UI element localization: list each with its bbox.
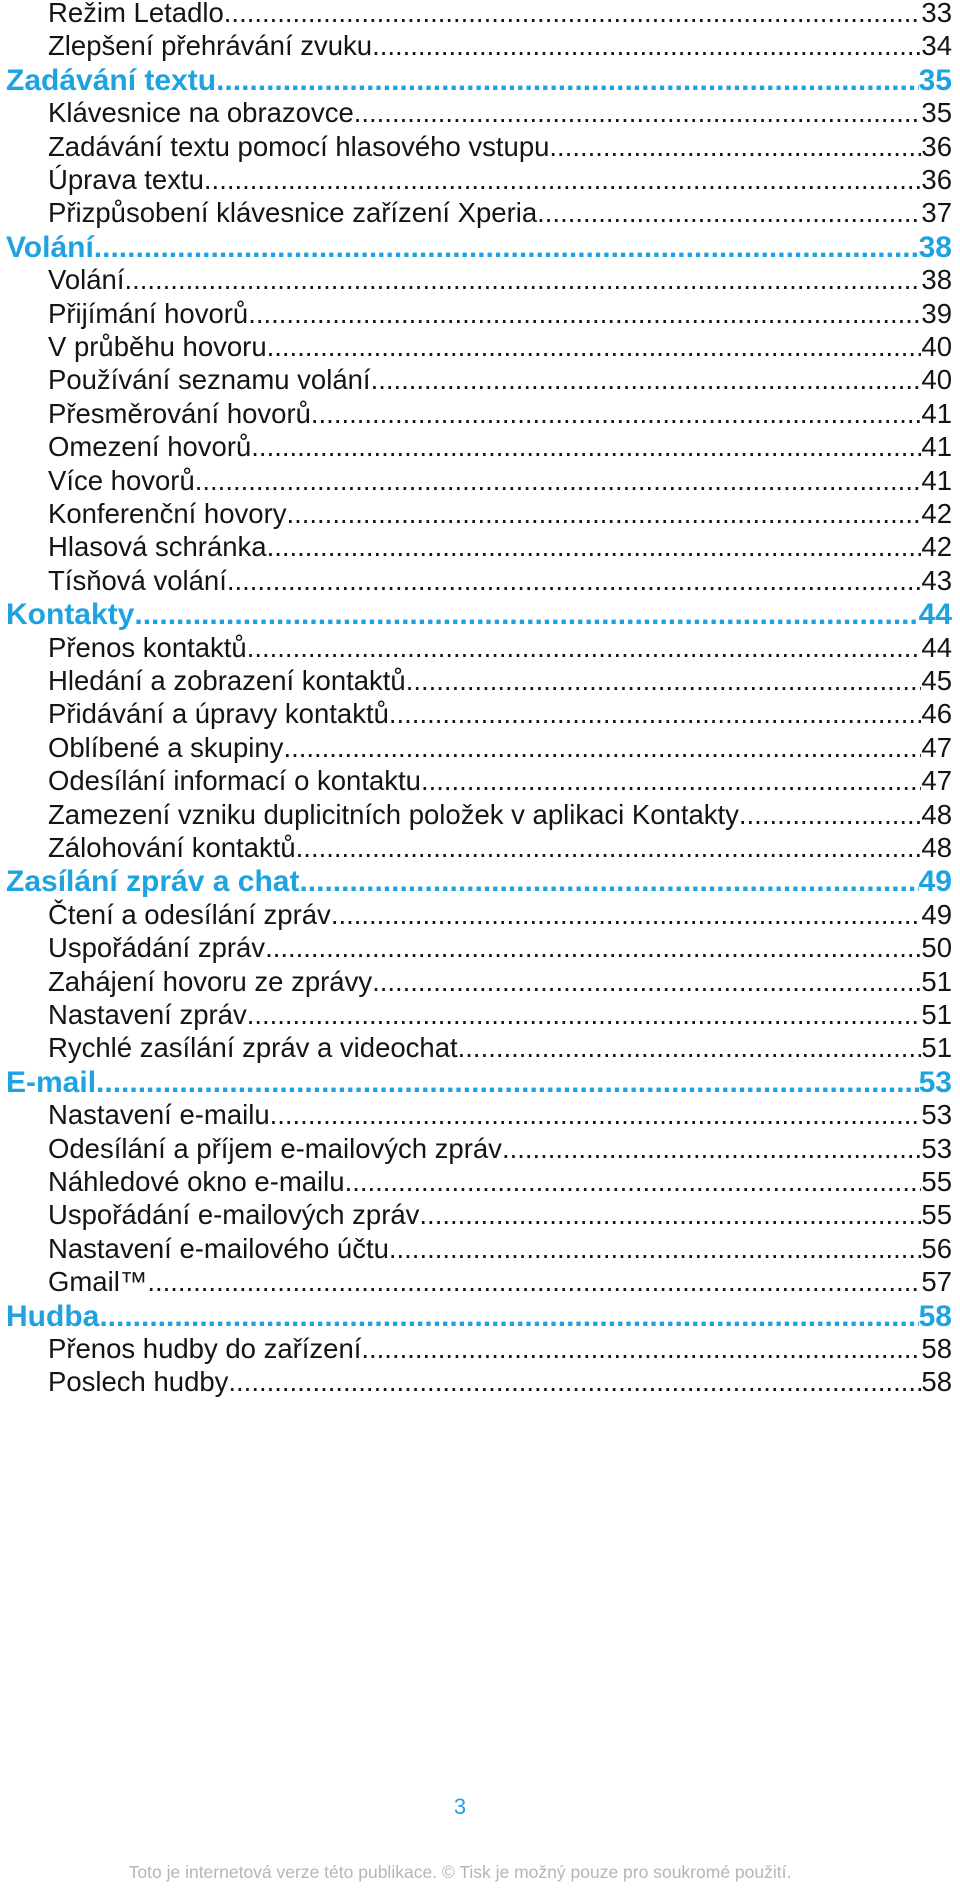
toc-entry-page: 40 <box>921 364 952 396</box>
toc-section-entry[interactable] <box>48 97 952 129</box>
dot-leader <box>458 1032 922 1064</box>
dot-leader <box>247 632 922 664</box>
toc-entry-title: Konferenční hovory <box>48 498 287 529</box>
toc-chapter-entry[interactable] <box>6 231 952 265</box>
dot-leader <box>549 131 921 163</box>
toc-entry-page: 44 <box>918 598 952 632</box>
toc-entry-title: Kontakty <box>6 598 135 632</box>
toc-entry-page: 39 <box>921 297 952 329</box>
dot-leader <box>270 1099 922 1131</box>
toc-entry-page: 41 <box>921 397 952 429</box>
toc-entry-page: 51 <box>921 999 952 1030</box>
toc-entry-title: Přizpůsobení klávesnice zařízení Xperia <box>48 197 538 229</box>
dot-leader <box>299 865 918 899</box>
toc-section-entry[interactable] <box>48 932 952 964</box>
toc-entry-page: 41 <box>921 431 952 463</box>
toc-section-entry[interactable] <box>48 999 952 1031</box>
toc-section-entry[interactable] <box>48 1166 952 1198</box>
toc-section-entry[interactable] <box>48 899 952 931</box>
toc-entry-page: 35 <box>918 63 952 97</box>
toc-entry-title: Gmail™ <box>48 1266 148 1298</box>
toc-section-entry[interactable] <box>48 832 952 864</box>
toc-entry-title: Klávesnice na obrazovce <box>48 97 354 129</box>
toc-entry-page: 38 <box>918 230 952 264</box>
toc-entry-page: 47 <box>921 765 952 797</box>
toc-entry-page: 40 <box>921 331 952 362</box>
toc-section-entry[interactable] <box>48 665 952 697</box>
toc-entry-title: Zasílání zpráv a chat <box>6 865 300 899</box>
toc-entry-page: 49 <box>921 898 952 930</box>
toc-section-entry[interactable] <box>48 1333 952 1365</box>
toc-entry-title: Více hovorů <box>48 464 195 496</box>
dot-leader <box>228 1366 921 1398</box>
dot-leader <box>195 465 922 497</box>
toc-entry-title: Omezení hovorů <box>48 431 252 463</box>
toc-entry-title: Volání <box>6 230 94 264</box>
toc-entry-title: Zlepšení přehrávání zvuku <box>48 30 373 62</box>
toc-section-entry[interactable] <box>48 465 952 497</box>
toc-entry-title: Čtení a odesílání zpráv <box>48 898 331 930</box>
dot-leader <box>361 1333 921 1365</box>
toc-section-entry[interactable] <box>48 732 952 764</box>
toc-entry-title: Rychlé zasílání zpráv a videochat <box>48 1032 458 1064</box>
toc-section-entry[interactable] <box>48 1199 952 1231</box>
toc-section-entry[interactable] <box>48 30 952 62</box>
toc-entry-title: Zadávání textu <box>6 63 217 97</box>
toc-entry-page: 42 <box>921 498 952 529</box>
toc-entry-page: 58 <box>921 1333 952 1364</box>
toc-section-entry[interactable] <box>48 1266 952 1298</box>
toc-section-entry[interactable] <box>48 398 952 430</box>
dot-leader <box>389 698 922 730</box>
toc-section-entry[interactable] <box>48 1366 952 1398</box>
page-number: 3 <box>453 1794 467 1819</box>
dot-leader <box>537 197 921 229</box>
dot-leader <box>134 598 918 632</box>
toc-entry-page: 34 <box>921 30 952 62</box>
dot-leader <box>419 1199 921 1231</box>
dot-leader <box>224 0 922 29</box>
toc-section-entry[interactable] <box>48 0 952 29</box>
toc-entry-page: 43 <box>921 564 952 596</box>
dot-leader <box>311 398 922 430</box>
toc-entry-page: 51 <box>921 1032 952 1064</box>
dot-leader <box>296 832 922 864</box>
toc-entry-title: Nastavení e-mailu <box>48 1099 270 1131</box>
toc-entry-title: Režim Letadlo <box>48 0 224 28</box>
toc-entry-title: Hlasová schránka <box>48 531 267 563</box>
dot-leader <box>502 1133 921 1165</box>
toc-section-entry[interactable] <box>48 1233 952 1265</box>
toc-entry-page: 53 <box>918 1065 952 1099</box>
dot-leader <box>267 531 922 563</box>
dot-leader <box>248 298 921 330</box>
toc-entry-title: E-mail <box>6 1065 97 1099</box>
toc-entry-page: 44 <box>921 631 952 663</box>
toc-entry-page: 36 <box>921 164 952 195</box>
dot-leader <box>372 966 921 998</box>
dot-leader <box>389 1233 922 1265</box>
toc-entry-title: Přesměrování hovorů <box>48 397 311 429</box>
toc-entry-page: 35 <box>921 97 952 129</box>
toc-entry-title: Uspořádání e-mailových zpráv <box>48 1199 420 1231</box>
dot-leader <box>99 1300 918 1334</box>
toc-section-entry[interactable] <box>48 1032 952 1064</box>
toc-entry-page: 55 <box>921 1166 952 1197</box>
toc-section-entry[interactable] <box>48 331 952 363</box>
toc-chapter-entry[interactable] <box>6 598 952 632</box>
toc-entry-title: Hudba <box>6 1299 100 1333</box>
toc-section-entry[interactable] <box>48 431 952 463</box>
toc-entry-page: 55 <box>921 1199 952 1231</box>
toc-entry-title: Odesílání informací o kontaktu <box>48 765 421 797</box>
toc-section-entry[interactable] <box>48 298 952 330</box>
toc-section-entry[interactable] <box>48 364 952 396</box>
toc-entry-page: 46 <box>921 698 952 730</box>
toc-chapter-entry[interactable] <box>6 1300 952 1334</box>
toc-section-entry[interactable] <box>48 1133 952 1165</box>
dot-leader <box>147 1266 921 1298</box>
toc-entry-page: 38 <box>921 264 952 296</box>
toc-section-entry[interactable] <box>48 799 952 831</box>
toc-entry-page: 53 <box>921 1132 952 1164</box>
toc-section-entry[interactable] <box>48 765 952 797</box>
toc-entry-page: 58 <box>921 1366 952 1398</box>
dot-leader <box>216 64 919 98</box>
toc-entry-title: Náhledové okno e-mailu <box>48 1166 345 1197</box>
dot-leader <box>283 732 921 764</box>
toc-entry-title: Odesílání a příjem e-mailových zpráv <box>48 1132 502 1164</box>
toc-entry-title: V průběhu hovoru <box>48 331 267 362</box>
toc-section-entry[interactable] <box>48 565 952 597</box>
dot-leader <box>354 97 922 129</box>
toc-section-entry[interactable] <box>48 632 952 664</box>
toc-section-entry[interactable] <box>48 966 952 998</box>
toc-section-entry[interactable] <box>48 264 952 296</box>
toc-chapter-entry[interactable] <box>6 64 952 98</box>
toc-entry-page: 48 <box>921 798 952 830</box>
toc-entry-page: 36 <box>921 130 952 162</box>
toc-entry-title: Volání <box>48 264 125 296</box>
toc-chapter-entry[interactable] <box>6 1066 952 1100</box>
dot-leader <box>371 364 922 396</box>
toc-entry-title: Nastavení e-mailového účtu <box>48 1232 389 1264</box>
dot-leader <box>372 30 921 62</box>
toc-entry-title: Používání seznamu volání <box>48 364 371 396</box>
toc-section-entry[interactable] <box>48 197 952 229</box>
toc-section-entry[interactable] <box>48 1099 952 1131</box>
toc-entry-title: Uspořádání zpráv <box>48 932 266 964</box>
dot-leader <box>251 431 921 463</box>
toc-section-entry[interactable] <box>48 164 952 196</box>
dot-leader <box>265 932 921 964</box>
dot-leader <box>421 765 921 797</box>
dot-leader <box>227 565 922 597</box>
footer-note: Toto je internetová verze této publikace. © Tisk je možný pouze pro soukromé použití. <box>128 1862 792 1882</box>
toc-entry-page: 53 <box>921 1099 952 1131</box>
toc-entry-title: Úprava textu <box>48 164 204 195</box>
dot-leader <box>124 264 921 296</box>
toc-entry-page: 33 <box>921 0 952 28</box>
toc-entry-page: 50 <box>921 932 952 964</box>
dot-leader <box>94 231 919 265</box>
toc-entry-page: 56 <box>921 1232 952 1264</box>
toc-entry-page: 37 <box>921 197 952 229</box>
toc-entry-title: Přenos kontaktů <box>48 631 247 663</box>
toc-chapter-entry[interactable] <box>6 865 952 899</box>
toc-entry-title: Zadávání textu pomocí hlasového vstupu <box>48 130 550 162</box>
toc-entry-page: 57 <box>921 1266 952 1298</box>
toc-entry-title: Zálohování kontaktů <box>48 832 296 863</box>
dot-leader <box>267 331 922 363</box>
dot-leader <box>345 1166 922 1198</box>
toc-entry-title: Poslech hudby <box>48 1366 229 1398</box>
toc-entry-title: Nastavení zpráv <box>48 999 247 1030</box>
toc-entry-page: 58 <box>918 1299 952 1333</box>
toc-entry-page: 49 <box>918 865 952 899</box>
dot-leader <box>204 164 921 196</box>
toc-section-entry[interactable] <box>48 131 952 163</box>
toc-entry-title: Oblíbené a skupiny <box>48 731 284 763</box>
toc-entry-page: 42 <box>921 531 952 563</box>
toc-entry-title: Zamezení vzniku duplicitních položek v aplikaci Kontakty <box>48 798 739 830</box>
dot-leader <box>96 1066 919 1100</box>
toc-entry-title: Přenos hudby do zařízení <box>48 1333 362 1364</box>
toc-entry-title: Přijímání hovorů <box>48 297 249 329</box>
dot-leader <box>406 665 922 697</box>
dot-leader <box>331 899 922 931</box>
toc-entry-page: 48 <box>921 832 952 863</box>
toc-entry-page: 51 <box>921 965 952 997</box>
toc-section-entry[interactable] <box>48 698 952 730</box>
toc-entry-page: 41 <box>921 464 952 496</box>
toc-section-entry[interactable] <box>48 531 952 563</box>
dot-leader <box>286 498 921 530</box>
toc-entry-page: 47 <box>921 731 952 763</box>
toc-section-entry[interactable] <box>48 498 952 530</box>
toc-entry-title: Zahájení hovoru ze zprávy <box>48 965 373 997</box>
dot-leader <box>739 799 922 831</box>
toc-entry-title: Přidávání a úpravy kontaktů <box>48 698 389 730</box>
toc-entry-title: Hledání a zobrazení kontaktů <box>48 665 406 696</box>
dot-leader <box>247 999 922 1031</box>
toc-entry-title: Tísňová volání <box>48 564 227 596</box>
toc-entry-page: 45 <box>921 665 952 696</box>
